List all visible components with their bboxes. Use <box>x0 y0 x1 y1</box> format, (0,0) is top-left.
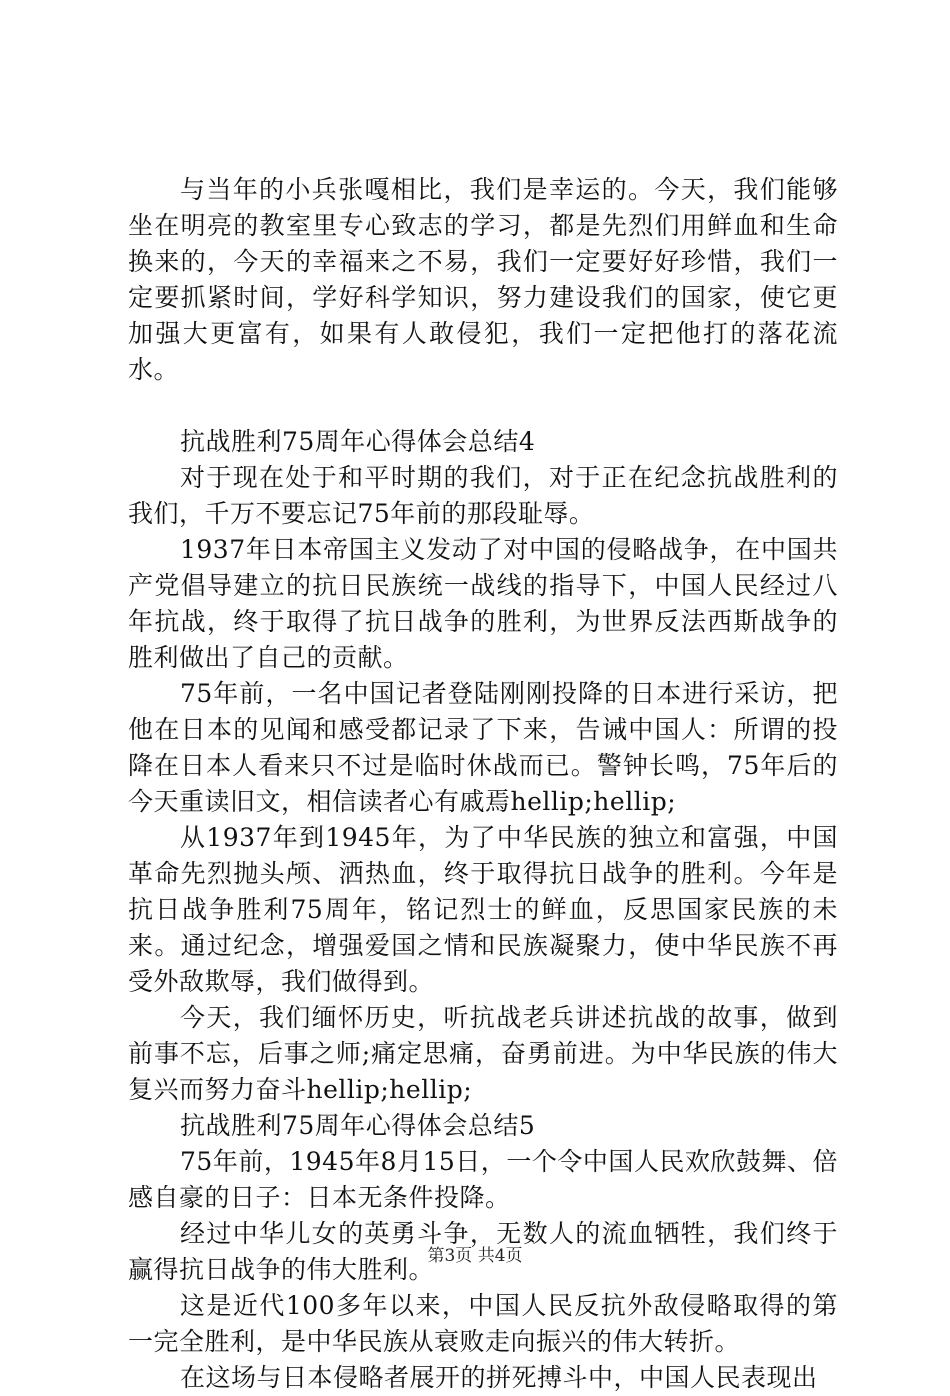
paragraph: 这是近代100多年以来，中国人民反抗外敌侵略取得的第一完全胜利，是中华民族从衰败走向振兴的伟大转折。 <box>128 1291 838 1356</box>
paragraph: 从1937年到1945年，为了中华民族的独立和富强，中国革命先烈抛头颅、洒热血，终于取得抗日战争的胜利。今年是抗日战争胜利75周年，铭记烈士的鲜血，反思国家民族的未来。通过纪念，增强爱国之情和民族凝聚力，使中华民族不再受外敌欺辱，我们做得到。 <box>128 823 838 996</box>
paragraph: 与当年的小兵张嘎相比，我们是幸运的。今天，我们能够坐在明亮的教室里专心致志的学习，都是先烈们用鲜血和生命换来的，今天的幸福来之不易，我们一定要好好珍惜，我们一定要抓紧时间，学好科学知识，努力建设我们的国家，使它更加强大更富有，如果有人敢侵犯，我们一定把他打的落花流水。 <box>128 175 838 384</box>
paragraph-spacer <box>128 388 838 424</box>
paragraph: 在这场与日本侵略者展开的拼死搏斗中，中国人民表现出 <box>180 1363 818 1392</box>
paragraph: 对于现在处于和平时期的我们，对于正在纪念抗战胜利的我们，千万不要忘记75年前的那段耻辱。 <box>128 463 838 528</box>
paragraph: 75年前，1945年8月15日，一个令中国人民欢欣鼓舞、倍感自豪的日子：日本无条件投降。 <box>128 1147 838 1212</box>
paragraph: 1937年日本帝国主义发动了对中国的侵略战争，在中国共产党倡导建立的抗日民族统一战线的指导下，中国人民经过八年抗战，终于取得了抗日战争的胜利，为世界反法西斯战争的胜利做出了自己的贡献。 <box>128 535 838 672</box>
page-footer: 第3页 共4页 <box>427 1246 523 1266</box>
paragraph: 经过中华儿女的英勇斗争，无数人的流血牺牲，我们终于赢得抗日战争的伟大胜利。 <box>128 1219 838 1284</box>
section-heading: 抗战胜利75周年心得体会总结5 <box>180 1111 536 1140</box>
paragraph: 今天，我们缅怀历史，听抗战老兵讲述抗战的故事，做到前事不忘，后事之师;痛定思痛，奋勇前进。为中华民族的伟大复兴而努力奋斗hellip;hellip; <box>128 1003 838 1104</box>
document-body <box>128 172 838 1396</box>
paragraph: 75年前，一名中国记者登陆刚刚投降的日本进行采访，把他在日本的见闻和感受都记录了下来，告诫中国人：所谓的投降在日本人看来只不过是临时休战而已。警钟长鸣，75年后的今天重读旧文，相信读者心有戚焉hellip;hellip; <box>128 679 838 816</box>
section-heading: 抗战胜利75周年心得体会总结4 <box>180 427 536 456</box>
